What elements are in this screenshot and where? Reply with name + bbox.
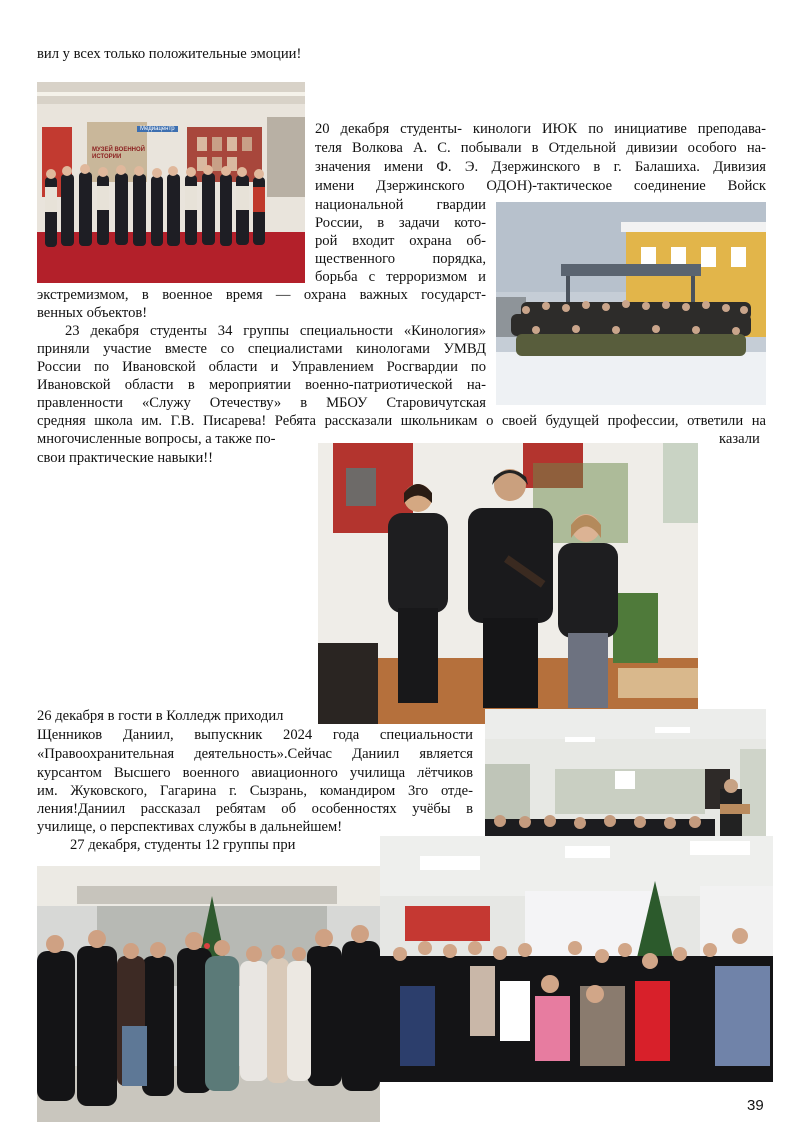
text-line: средняя школа им. Г.В. Писарева! Ребята рассказали школьникам о своей будущей профессии, ответили на xyxy=(37,413,766,429)
text-line: правленности «Служу Отечеству» в МБОУ Старовичутская xyxy=(37,395,486,411)
text-line: Щенников Даниил, выпускник 2024 года специальности xyxy=(37,727,473,743)
text-line: 26 декабря в гости в Колледж приходил xyxy=(37,708,284,724)
text-line: вил у всех только положительные эмоции! xyxy=(37,46,302,62)
text-line: 23 декабря студенты 34 группы специальности «Кинология» xyxy=(65,323,486,339)
text-line: училище, о перспективах службы в дальнейшем! xyxy=(37,819,343,835)
text-line: курсантом Высшего военного авиационного училища лётчиков xyxy=(37,765,473,781)
text-line: национальной гвардии xyxy=(315,197,486,213)
text-line: свои практические навыки!! xyxy=(37,450,213,466)
text-line: 27 декабря, студенты 12 группы при xyxy=(70,837,296,853)
text-line: казали xyxy=(719,431,760,447)
text-line: России, в задачи кото- xyxy=(315,215,486,231)
text-line: теля Волкова А. С. побывали в Отдельной дивизии особого на- xyxy=(315,140,766,156)
text-line: экстремизмом, в военное время — охрана важных государст- xyxy=(37,287,486,303)
photo-museum-group xyxy=(37,82,305,283)
text-line: им. Жуковского, Гагарина г. Сызрань, командиром 3го отде- xyxy=(37,783,473,799)
text-line: ления!Даниил рассказал ребятам об особенностях учёбы в xyxy=(37,801,473,817)
text-line: щественного порядка, xyxy=(315,251,486,267)
text-line: 20 декабря студенты- кинологи ИЮК по инициативе преподава- xyxy=(315,121,766,137)
text-line: Ивановской области в мероприятии военно-патриотической на- xyxy=(37,377,486,393)
photo-auditorium-group xyxy=(380,836,773,1082)
text-line: борьба с терроризмом и xyxy=(315,269,486,285)
photo-classroom-meeting xyxy=(485,709,766,836)
text-line: многочисленные вопросы, а также по- xyxy=(37,431,276,447)
text-line: рой входит охрана об- xyxy=(315,233,486,249)
text-line: «Правоохранительная деятельность».Сейчас Даниил является xyxy=(37,746,473,762)
text-line: значения имени Ф. Э. Дзержинского в г. Балашиха. Дивизия xyxy=(315,159,766,175)
photo-christmas-tree-group xyxy=(37,866,380,1122)
text-line: России по Ивановской области и Управлением Росгвардии по xyxy=(37,359,486,375)
text-line: приняли участие вместе со специалистами кинологами УМВД xyxy=(37,341,486,357)
page-number: 39 xyxy=(747,1097,764,1114)
text-line: имени Дзержинского ОДОН)-тактическое соединение Войск xyxy=(315,178,766,194)
photo-sign: Медиацентр xyxy=(137,126,178,132)
photo-school-event xyxy=(318,443,698,724)
photo-division-group xyxy=(496,202,766,405)
photo-banner: МУЗЕЙ ВОЕННОЙ ИСТОРИИ xyxy=(92,147,145,160)
text-line: венных объектов! xyxy=(37,305,148,321)
